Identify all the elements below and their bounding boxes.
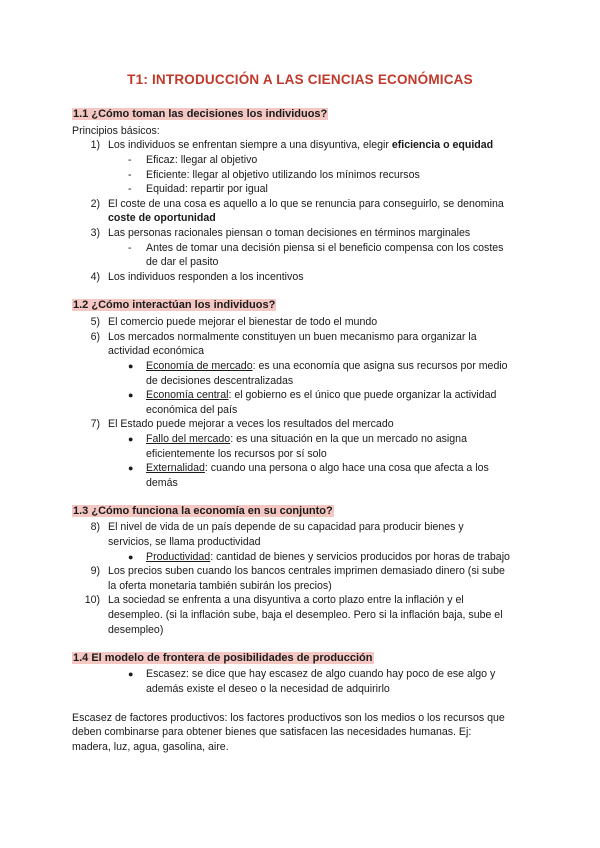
list-item: Los precios suben cuando los bancos centrales imprimen demasiado dinero (si sube [108,565,505,577]
item-number: 7) [90,418,100,430]
list-item: El Estado puede mejorar a veces los resultados del mercado [108,418,394,430]
bullet-item: Externalidad: cuando una persona o algo hace una cosa que afecta a los [146,462,489,474]
list-item: Los mercados normalmente constituyen un buen mecanismo para organizar la [108,331,477,343]
item-number: 10) [84,594,100,606]
bullet-item: Economía central: el gobierno es el único que puede organizar la actividad [146,389,497,401]
list-item-continuation: actividad económica [108,345,204,357]
list-item: Las personas racionales piensan o toman decisiones en términos marginales [108,227,471,239]
item-number: 2) [90,198,100,210]
list-item-continuation: la oferta monetaria también subirán los precios) [108,580,332,592]
section-heading-1-3: 1.3 ¿Cómo funciona la economía en su conjunto? [73,505,333,517]
bullet-item-continuation: de decisiones descentralizadas [146,375,294,387]
list-item-continuation: desempleo) [108,624,164,636]
item-number: 1) [90,139,100,151]
bullet-item-continuation: demás [146,477,178,489]
item-number: 4) [90,271,100,283]
item-number: 9) [90,565,100,577]
bullet-marker: ● [128,361,134,371]
section-heading-1-4: 1.4 El modelo de frontera de posibilidades de producción [73,652,373,664]
bullet-item: Productividad: cantidad de bienes y servicios producidos por horas de trabajo [146,551,510,563]
sub-item: Equidad: repartir por igual [146,183,268,195]
list-item: La sociedad se enfrenta a una disyuntiva a corto plazo entre la inflación y el [108,594,464,606]
bullet-item-continuation: eficientemente los recursos por sí solo [146,448,327,460]
sub-item: Eficaz: llegar al objetivo [146,154,258,166]
sub-item-continuation: de dar el pasito [146,256,219,268]
bullet-item: Fallo del mercado: es una situación en la que un mercado no asigna [146,433,467,445]
sub-item: Eficiente: llegar al objetivo utilizando los mínimos recursos [146,169,420,181]
bullet-marker: ● [128,463,134,473]
bullet-item: Escasez: se dice que hay escasez de algo cuando hay poco de ese algo y [146,668,496,680]
item-number: 8) [90,521,100,533]
intro-text: Principios básicos: [72,125,160,137]
bullet-marker: ● [128,669,134,679]
sub-item: Antes de tomar una decisión piensa si el beneficio compensa con los costes [146,242,504,254]
list-item: Los individuos se enfrentan siempre a una disyuntiva, elegir eficiencia o equidad [108,139,494,151]
list-item: El comercio puede mejorar el bienestar de todo el mundo [108,316,378,328]
dash-marker: - [128,242,132,254]
document-title: T1: INTRODUCCIÓN A LAS CIENCIAS ECONÓMICAS [127,72,473,87]
paragraph-line: Escasez de factores productivos: los factores productivos son los medios o los recursos que [72,712,505,724]
list-item-continuation: desempleo. (si la inflación sube, baja el desempleo. Pero si la inflación baja, sube el [108,609,503,621]
list-item: El coste de una cosa es aquello a lo que se renuncia para conseguirlo, se denomina [108,198,504,210]
item-number: 5) [90,316,100,328]
list-item-continuation: coste de oportunidad [108,212,216,224]
item-number: 3) [90,227,100,239]
dash-marker: - [128,169,132,181]
bullet-marker: ● [128,390,134,400]
list-item: El nivel de vida de un país depende de su capacidad para producir bienes y [108,521,464,533]
dash-marker: - [128,154,132,166]
section-heading-1-1: 1.1 ¿Cómo toman las decisiones los individuos? [73,108,328,120]
list-item-continuation: servicios, se llama productividad [108,536,261,548]
bullet-item: Economía de mercado: es una economía que asigna sus recursos por medio [146,360,508,372]
item-number: 6) [90,331,100,343]
paragraph-line: deben combinarse para obtener bienes que satisfacen las necesidades humanas. Ej: [72,726,472,738]
list-item: Los individuos responden a los incentivos [108,271,304,283]
bullet-item-continuation: económica del país [146,404,238,416]
paragraph-line: madera, luz, agua, gasolina, aire. [72,741,229,753]
bullet-item-continuation: además existe el deseo o la necesidad de adquirirlo [146,683,390,695]
bullet-marker: ● [128,434,134,444]
dash-marker: - [128,183,132,195]
section-heading-1-2: 1.2 ¿Cómo interactúan los individuos? [73,299,276,311]
bullet-marker: ● [128,552,134,562]
